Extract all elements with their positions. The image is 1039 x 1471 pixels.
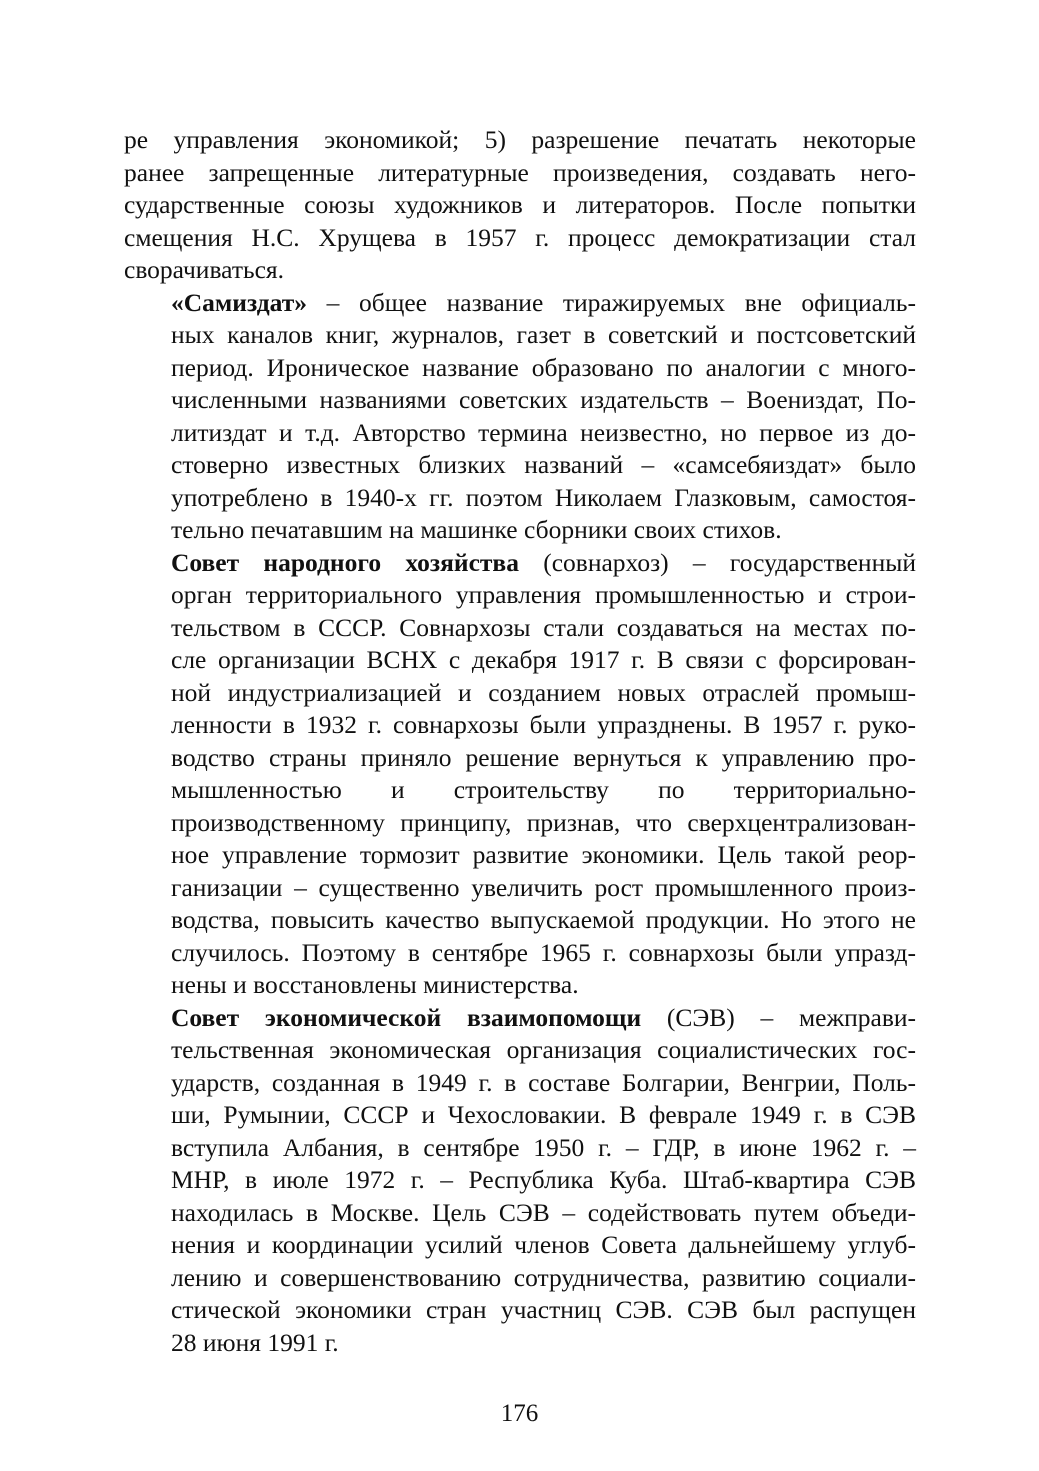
paragraph-continuation (124, 124, 916, 287)
text-line: нения и координации усилий членов Совета дальнейшему углуб- (171, 1230, 916, 1259)
text-line: орган территориального управления промышленностью и строи- (171, 580, 916, 609)
text-line: период. Ироническое название образовано по аналогии с много- (171, 352, 916, 382)
text-line-first (124, 1002, 916, 1035)
text-line-first (124, 287, 916, 320)
text-line: мышленностью и строительству по территориально- (171, 775, 916, 804)
text-line-first (124, 547, 916, 580)
text-line: сударственные союзы художников и литераторов. После попытки (124, 190, 916, 219)
term-sovnarkhoz: Совет народного хозяйства (171, 547, 519, 577)
term-sev: Совет экономической взаимопомощи (171, 1002, 642, 1032)
text-line: сворачиваться. (124, 255, 285, 284)
page-number: 176 (500, 1400, 539, 1427)
text-line: ре управления экономикой; 5) разрешение печатать некоторые (124, 125, 916, 154)
text-fragment: (совнархоз) – государственный (518, 547, 917, 577)
text-line: ранее запрещенные литературные произведения, создавать него- (124, 157, 916, 187)
paragraph-samizdat (124, 287, 916, 547)
text-line: употреблено в 1940-х гг. поэтом Николаем Глазковым, самостоя- (171, 482, 916, 512)
text-line: ленности в 1932 г. совнархозы были упразднены. В 1957 г. руко- (171, 710, 916, 739)
text-line: случилось. Поэтому в сентябре 1965 г. совнархозы были упразд- (171, 937, 916, 967)
text-line: лению и совершенствованию сотрудничества, развитию социали- (171, 1262, 916, 1292)
text-line: вступила Албания, в сентябре 1950 г. – ГДР, в июне 1962 г. – (171, 1132, 916, 1162)
text-line: ши, Румынии, СССР и Чехословакии. В феврале 1949 г. в СЭВ (171, 1100, 916, 1129)
text-line: 28 июня 1991 г. (171, 1327, 339, 1357)
text-fragment: (СЭВ) – межправи- (641, 1002, 916, 1032)
text-line: ное управление тормозит развитие экономики. Цель такой реор- (171, 840, 916, 869)
paragraph-sovnarkhoz (124, 547, 916, 1002)
text-line: МНР, в июле 1972 г. – Республика Куба. Штаб-квартира СЭВ (171, 1165, 916, 1194)
text-line: литиздат и т.д. Авторство термина неизвестно, но первое из до- (171, 417, 916, 447)
text-line: ударств, созданная в 1949 г. в составе Болгарии, Венгрии, Поль- (171, 1067, 916, 1097)
term-samizdat: «Самиздат» (171, 287, 308, 317)
text-line: ной индустриализацией и созданием новых отраслей промыш- (171, 677, 916, 707)
text-line: нены и восстановлены министерства. (171, 970, 579, 999)
text-fragment: – общее название тиражируемых вне официаль- (307, 287, 916, 317)
text-line: тельственная экономическая организация социалистических гос- (171, 1035, 916, 1064)
paragraph-sev (124, 1002, 916, 1360)
text-line: производственному принципу, признав, что сверхцентрализован- (171, 807, 916, 837)
text-line: водства, повысить качество выпускаемой продукции. Но этого не (171, 905, 916, 934)
text-line: смещения Н.С. Хрущева в 1957 г. процесс демократизации стал (124, 222, 916, 252)
text-line: ганизации – существенно увеличить рост промышленного произ- (171, 872, 916, 902)
page-body (124, 124, 916, 1359)
text-line: тельно печатавшим на машинке сборники своих стихов. (171, 515, 782, 544)
text-line: тельством в СССР. Совнархозы стали создаваться на местах по- (171, 612, 916, 642)
text-line: водство страны приняло решение вернуться к управлению про- (171, 742, 916, 772)
text-line: ных каналов книг, журналов, газет в советский и постсоветский (171, 320, 916, 349)
text-line: стической экономики стран участниц СЭВ. СЭВ был распущен (171, 1295, 916, 1324)
text-line: находилась в Москве. Цель СЭВ – содействовать путем объеди- (171, 1197, 916, 1227)
text-line: численными названиями советских издательств – Воениздат, По- (171, 385, 916, 414)
text-line: сле организации ВСНХ с декабря 1917 г. В связи с форсирован- (171, 645, 916, 674)
text-line: стоверно известных близких названий – «самсебяиздат» было (171, 450, 916, 479)
